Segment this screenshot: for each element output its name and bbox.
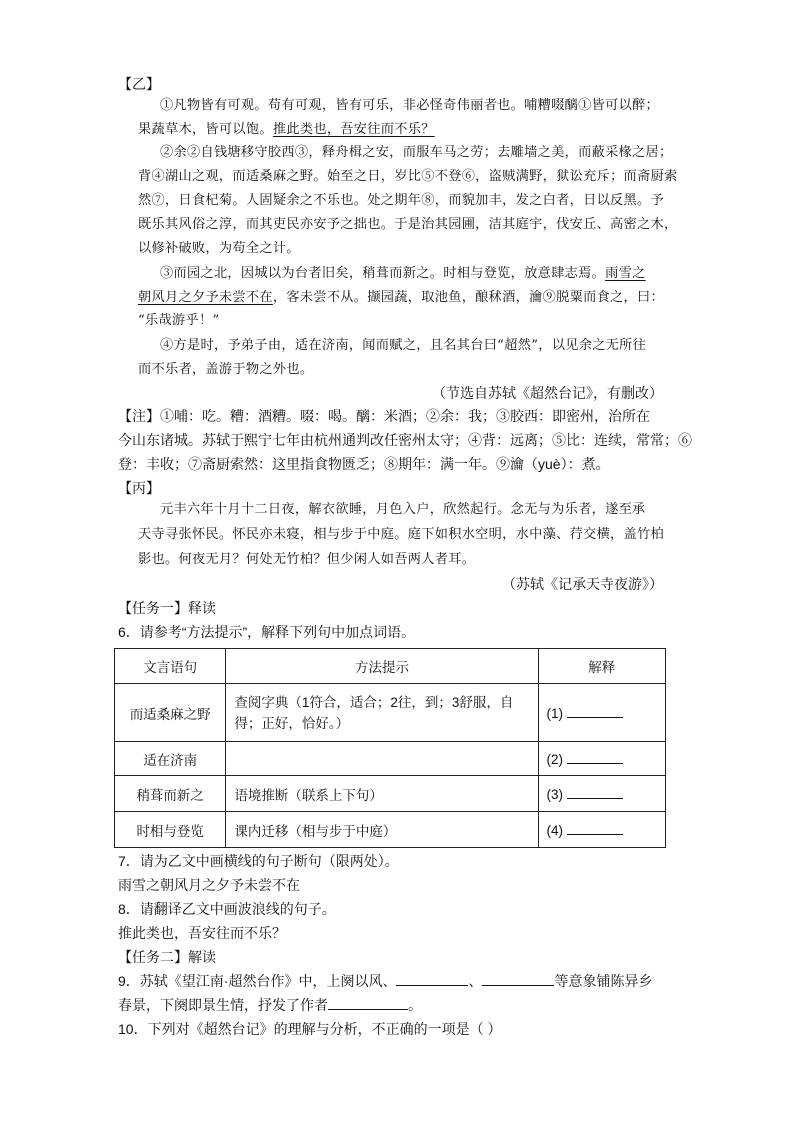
question-9-line xyxy=(118,971,652,991)
yi-paragraph-3-text: ，客未尝不从。撷园蔬，取池鱼，酿秫酒，瀹⑨脱粟而食之，曰： xyxy=(272,290,665,305)
answer-blank[interactable] xyxy=(567,786,623,799)
task1-heading: 【任务一】释读 xyxy=(118,600,216,616)
yi-paragraph-1-text: 果蔬草木，皆可以饱。 xyxy=(138,122,273,137)
question-9-separator: 、 xyxy=(468,973,483,989)
yi-paragraph-2-line: 背④湖山之观，而适桑麻之野。始至之日，岁比⑤不登⑥，盗贼满野，狱讼充斥；而斋厨索 xyxy=(138,169,678,184)
yi-paragraph-2-line: 以修补破败，为苟全之计。 xyxy=(138,241,300,256)
yi-paragraph-2-line: 既乐其风俗之淳，而其吏民亦安予之拙也。于是治其园圃，洁其庭宇，伐安丘、高密之木， xyxy=(138,217,678,232)
yi-paragraph-3-line: “乐哉游乎！” xyxy=(138,313,220,328)
notes-line: 登：丰收；⑦斋厨索然：这里指食物匮乏；⑧期年：满一年。⑨瀹（yuè）：煮。 xyxy=(118,456,610,472)
underlined-sentence-part: 雨雪之 xyxy=(605,266,646,281)
answer-number: (3) xyxy=(546,786,564,802)
yi-source: （节选自苏轼《超然台记》，有删改） xyxy=(432,385,663,401)
answer-number: (4) xyxy=(546,822,564,838)
yi-paragraph-2-line: ②余②自钱塘移守胶西③，释舟楫之安，而服车马之劳；去雕墙之美，而蔽采椽之居； xyxy=(160,145,673,160)
sentence-cell: 而适桑麻之野 xyxy=(115,684,226,742)
table-header-cell: 方法提示 xyxy=(226,649,538,684)
yi-paragraph-1-line: ①凡物皆有可观。苟有可观，皆有可乐，非必怪奇伟丽者也。哺糟啜醨①皆可以醉； xyxy=(160,98,660,113)
hint-cell: 语境推断（联系上下句） xyxy=(226,776,538,812)
answer-number: (1) xyxy=(546,705,564,721)
sentence-cell: 稍葺而新之 xyxy=(115,776,226,812)
yi-paragraph-4-line: ④方是时，予弟子由，适在济南，闻而赋之，且名其台曰“超然”，以见余之无所往 xyxy=(160,338,647,353)
hint-cell: 查阅字典（1符合，适合；2往，到；3舒服，自得；正好，恰好。） xyxy=(226,684,538,742)
table-header-cell: 文言语句 xyxy=(115,649,226,684)
answer-cell xyxy=(538,684,665,742)
question-10: 10．下列对《超然台记》的理解与分析，不正确的一项是（ ） xyxy=(118,1021,502,1037)
bing-text-line: 天寺寻张怀民。怀民亦未寝，相与步于中庭。庭下如积水空明，水中藻、荇交横，盖竹柏 xyxy=(138,527,665,542)
answer-cell xyxy=(538,812,665,848)
task2-heading: 【任务二】解读 xyxy=(118,949,216,965)
table-row xyxy=(115,776,666,812)
answer-blank[interactable] xyxy=(567,705,623,718)
answer-cell xyxy=(538,776,665,812)
answer-blank[interactable] xyxy=(567,751,623,764)
table-header-row xyxy=(115,649,666,684)
question-9-text: 春景，下阕即景生情，抒发了作者 xyxy=(118,997,328,1013)
question-9-text: 9．苏轼《望江南·超然台作》中，上阕以风、 xyxy=(118,973,397,989)
hint-cell xyxy=(226,742,538,776)
answer-blank[interactable] xyxy=(482,973,554,986)
underlined-sentence-part: 朝风月之夕予未尝不在 xyxy=(138,290,273,305)
sentence-cell: 时相与登览 xyxy=(115,812,226,848)
table-row xyxy=(115,812,666,848)
question-9-text: 等意象铺陈异乡 xyxy=(554,973,653,989)
wavy-underlined-sentence: 推此类也，吾安往而不乐？ xyxy=(272,122,435,137)
sentence-cell: 适在济南 xyxy=(115,742,226,776)
question-9-text: 。 xyxy=(408,997,422,1013)
section-yi-heading: 【乙】 xyxy=(118,76,160,92)
yi-paragraph-3-line xyxy=(138,288,664,308)
table-row xyxy=(115,684,666,742)
answer-blank[interactable] xyxy=(396,973,468,986)
question-7-sentence: 雨雪之朝风月之夕予未尝不在 xyxy=(118,877,300,893)
answer-number: (2) xyxy=(546,751,564,767)
yi-paragraph-3-text: ③而园之北，因城以为台者旧矣，稍葺而新之。时相与登览，放意肆志焉。 xyxy=(160,266,606,281)
method-table xyxy=(114,648,666,848)
yi-paragraph-3-line xyxy=(160,264,646,284)
bing-text-line: 元丰六年十月十二日夜，解衣欲睡，月色入户，欣然起行。念无与为乐者，遂至承 xyxy=(160,502,646,517)
question-8-sentence: 推此类也，吾安往而不乐？ xyxy=(118,925,286,941)
notes-line: 今山东诸城。苏轼于熙宁七年由杭州通判改任密州太守；④背：远离；⑤比：连续，常常；⑥ xyxy=(118,432,692,448)
table-header-cell: 解释 xyxy=(538,649,665,684)
bing-text-line: 影也。何夜无月？何处无竹柏？但少闲人如吾两人者耳。 xyxy=(138,552,476,567)
hint-cell: 课内迁移（相与步于中庭） xyxy=(226,812,538,848)
section-bing-heading: 【丙】 xyxy=(118,480,160,496)
bing-source: （苏轼《记承天寺夜游》） xyxy=(502,576,663,592)
notes-line: 【注】①哺：吃。糟：酒糟。啜：喝。醨：米酒；②余：我；③胶西：即密州，治所在 xyxy=(118,408,650,424)
question-6: 6．请参考“方法提示”，解释下列句中加点词语。 xyxy=(118,624,416,640)
question-9-line xyxy=(118,995,422,1015)
yi-paragraph-4-line: 而不乐者，盖游于物之外也。 xyxy=(138,362,314,377)
question-7: 7．请为乙文中画横线的句子断句（限两处）。 xyxy=(118,853,399,869)
yi-paragraph-1-line xyxy=(138,120,435,140)
table-row xyxy=(115,742,666,776)
answer-blank[interactable] xyxy=(567,822,623,835)
answer-cell xyxy=(538,742,665,776)
yi-paragraph-2-line: 然⑦，日食杞菊。人固疑余之不乐也。处之期年⑧，而貌加丰，发之白者，日以反黑。予 xyxy=(138,193,665,208)
question-8: 8．请翻译乙文中画波浪线的句子。 xyxy=(118,901,336,917)
answer-blank[interactable] xyxy=(328,997,408,1010)
